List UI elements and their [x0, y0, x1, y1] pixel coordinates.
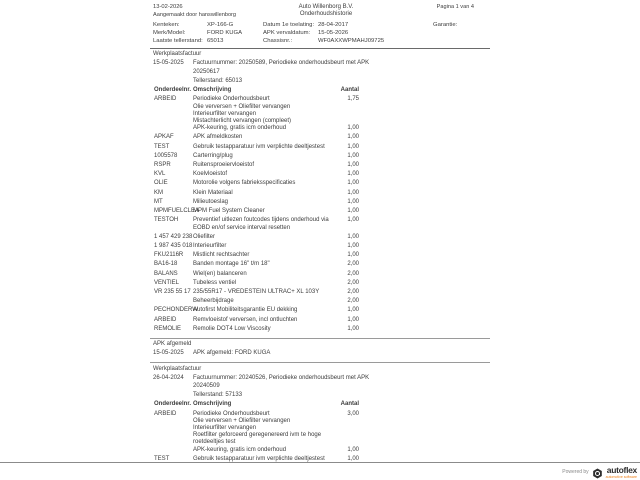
- table-row-line: [150, 317, 490, 324]
- quantity: 1,00: [347, 134, 359, 141]
- report-header: [150, 3, 490, 20]
- vehicle-field-label: Laatste tellerstand:: [153, 38, 203, 45]
- invoice-meta-line: Factuurnummer: 20250589, Periodieke onderhoudsbeurt met APK: [193, 60, 370, 67]
- description: Oliefilter: [193, 233, 216, 240]
- quantity: 3,00: [347, 410, 359, 417]
- vehicle-field-value: XP-166-G: [207, 22, 234, 28]
- table-row: [150, 317, 490, 324]
- vehicle-info: [150, 22, 490, 45]
- description: 235/55R17 - VREDESTEIN ULTRAC+ XL 103Y: [193, 288, 320, 295]
- vehicle-field-label: APK vervaldatum:: [263, 30, 311, 37]
- quantity: 1,00: [347, 125, 359, 132]
- vehicle-field-value: 65013: [207, 38, 224, 45]
- table-row: [150, 217, 490, 231]
- table-row-line: [150, 225, 490, 232]
- part-number: TEST: [154, 143, 170, 150]
- quantity: [339, 439, 359, 446]
- description: Interieurfilter vervangen: [193, 424, 257, 431]
- table-header: [150, 87, 490, 94]
- table-row-line: [150, 439, 490, 446]
- quantity: [339, 432, 359, 439]
- description: Wiel(en) balanceren: [193, 270, 247, 277]
- quantity: [339, 418, 359, 425]
- section-title: Werkplaatsfactuur: [153, 51, 202, 58]
- quantity: 1,00: [347, 233, 359, 240]
- part-number: [154, 425, 193, 432]
- description: Mistachterlicht vervangen (compleet): [193, 118, 292, 125]
- part-number: OLIE: [154, 180, 168, 187]
- table-row-line: [150, 111, 490, 118]
- description: Periodieke Onderhoudsbeurt: [193, 96, 270, 103]
- table-row: [150, 96, 490, 132]
- table-row: [150, 252, 490, 259]
- quantity: [339, 425, 359, 432]
- quantity: 1,00: [347, 180, 359, 187]
- description: Roetfilter geforceerd geregenereerd ivm te hoge: [193, 432, 322, 439]
- report-body: [150, 3, 490, 478]
- table-row-line: [150, 326, 490, 333]
- description: roetdeeltjes test: [193, 439, 236, 446]
- vehicle-field-value: WF0AXXWPMAHJ09725: [318, 38, 385, 45]
- quantity: 1,00: [347, 316, 359, 323]
- invoice-date: 26-04-2024: [153, 374, 184, 381]
- table-row: [150, 208, 490, 215]
- description: Autofirst Mobiliteitsgarantie EU dekking: [193, 307, 298, 314]
- table-row-line: [150, 271, 490, 278]
- part-number: FKU2116R: [154, 252, 184, 259]
- column-header-part: Onderdeelnr.: [154, 87, 192, 94]
- table-row-line: [150, 125, 490, 132]
- table-row-line: [150, 447, 490, 454]
- description: Ruitensproeiervloeistof: [193, 162, 255, 169]
- vehicle-field-label: Chassisnr.:: [263, 38, 293, 45]
- part-number: MPMFUELCLEA: [154, 208, 200, 215]
- table-row: [150, 411, 490, 454]
- description: Olie verversen + Oliefilter vervangen: [193, 103, 291, 110]
- created-block: [153, 4, 236, 18]
- quantity: 2,00: [347, 270, 359, 277]
- table-row: [150, 199, 490, 206]
- description: Mistlicht rechtsachter: [193, 252, 250, 259]
- invoice-meta-line: Tellerstand: 65013: [193, 77, 243, 84]
- vehicle-field-label: Garantie:: [433, 22, 458, 28]
- column-header-description: Omschrijving: [193, 87, 232, 94]
- description: APK afmeldkosten: [193, 134, 243, 141]
- quantity: 1,00: [347, 189, 359, 196]
- table-row-line: [150, 418, 490, 425]
- part-number: BA16-18: [154, 261, 178, 268]
- table-row-line: [150, 144, 490, 151]
- footer-divider: [0, 462, 640, 463]
- description: Klein Materiaal: [193, 189, 233, 196]
- quantity: 1,00: [347, 171, 359, 178]
- table-row-line: [150, 190, 490, 197]
- quantity: [339, 225, 359, 232]
- description: Banden montage 16" t/m 18": [193, 261, 270, 268]
- table-row-line: [150, 307, 490, 314]
- invoice-meta: [150, 375, 490, 401]
- page-indicator: Pagina 1 van 4: [436, 4, 474, 10]
- vehicle-field-value: 15-05-2026: [318, 30, 349, 37]
- table-row-line: [150, 289, 490, 296]
- description: Remolie DOT4 Low Viscosity: [193, 325, 271, 332]
- quantity: [339, 104, 359, 111]
- table-row-line: [150, 118, 490, 125]
- table-row-line: [150, 162, 490, 169]
- part-number: APKAF: [154, 134, 174, 141]
- quantity: 1,00: [347, 325, 359, 332]
- quantity: 1,00: [347, 307, 359, 314]
- part-number: VENTIEL: [154, 279, 180, 286]
- table-row: [150, 271, 490, 278]
- part-number: KM: [154, 189, 163, 196]
- description: MPM Fuel System Cleaner: [193, 208, 265, 215]
- vehicle-field-label: [433, 38, 490, 45]
- description: Carterring/plug: [193, 152, 233, 159]
- part-number: MT: [154, 198, 163, 205]
- part-number: ARBEID: [154, 316, 177, 323]
- part-number: [154, 432, 193, 439]
- vehicle-field-value: FORD KUGA: [207, 30, 243, 37]
- part-number: [154, 298, 193, 305]
- invoice-meta-line: 20250617: [193, 69, 220, 76]
- table-row: [150, 289, 490, 296]
- invoice-meta-line: 20240509: [193, 383, 220, 390]
- table-row-line: [150, 252, 490, 259]
- part-number: VR 235 55 17: [154, 288, 191, 295]
- quantity: 1,00: [347, 242, 359, 249]
- table-row: [150, 234, 490, 241]
- table-row-line: [150, 411, 490, 418]
- quantity: 2,00: [347, 298, 359, 305]
- quantity: 1,00: [347, 162, 359, 169]
- quantity: 1,75: [347, 96, 359, 103]
- section-title: Werkplaatsfactuur: [153, 365, 202, 372]
- table-row: [150, 307, 490, 314]
- description: Milieutoeslag: [193, 198, 229, 205]
- description: Koelvloeistof: [193, 171, 228, 178]
- quantity: [339, 118, 359, 125]
- description: APK-keuring, gratis icm onderhoud: [193, 125, 287, 132]
- part-number: TEST: [154, 455, 170, 462]
- part-number: PECHONDERW: [154, 307, 198, 314]
- part-number: KVL: [154, 171, 166, 178]
- quantity: 1,00: [347, 143, 359, 150]
- table-row-line: [150, 425, 490, 432]
- table-row-line: [150, 432, 490, 439]
- table-row: [150, 326, 490, 333]
- table-row: [150, 298, 490, 305]
- invoice-meta-lines: [193, 60, 369, 86]
- description: Interieurfilter: [193, 242, 227, 249]
- part-number: [154, 125, 193, 132]
- powered-by-block: [0, 465, 640, 479]
- created-date: 13-02-2026: [153, 4, 183, 10]
- description: Remvloeistof verversen, incl ontluchten: [193, 316, 298, 323]
- part-number: REMOLIE: [154, 325, 182, 332]
- vehicle-field-label: Kenteken:: [153, 22, 180, 28]
- company-block: [266, 4, 386, 17]
- table-row-line: [150, 180, 490, 187]
- table-row: [150, 280, 490, 287]
- table-row-line: [150, 243, 490, 250]
- description: Preventief uitlezen foutcodes tijdens onderhoud via: [193, 217, 329, 224]
- quantity: 2,00: [347, 279, 359, 286]
- column-header-part: Onderdeelnr.: [154, 401, 192, 408]
- invoice-date: 15-05-2025: [153, 60, 184, 67]
- brand-tagline: automotive software: [605, 474, 637, 479]
- quantity: 1,00: [347, 446, 359, 453]
- table-row: [150, 261, 490, 268]
- description: Gebruik testapparatuur ivm verplichte deeltjestest: [193, 143, 325, 150]
- description: Tubeless ventiel: [193, 279, 237, 286]
- table-row: [150, 153, 490, 160]
- table-row: [150, 162, 490, 169]
- table-row-line: [150, 208, 490, 215]
- quantity: 1,00: [347, 217, 359, 224]
- invoice-meta-line: Factuurnummer: 20240526, Periodieke onderhoudsbeurt met APK: [193, 374, 370, 381]
- vehicle-field-label: [433, 30, 490, 37]
- table-row: [150, 144, 490, 151]
- part-number: 1 457 429 238: [154, 233, 193, 240]
- part-number: [154, 104, 193, 111]
- table-row-line: [150, 104, 490, 111]
- brand-name: autoflex: [606, 465, 637, 475]
- column-header-quantity: Aantal: [340, 87, 359, 94]
- part-number: [154, 118, 193, 125]
- quantity: 2,00: [347, 261, 359, 268]
- part-number: RSPR: [154, 162, 171, 169]
- table-row: [150, 190, 490, 197]
- table-row-line: [150, 153, 490, 160]
- table-row: [150, 180, 490, 187]
- part-number: [154, 111, 193, 118]
- section-divider: [150, 362, 490, 363]
- table-header: [150, 401, 490, 408]
- quantity: 1,00: [347, 208, 359, 215]
- quantity: 1,00: [347, 252, 359, 259]
- table-row-line: [150, 217, 490, 224]
- part-number: ARBEID: [154, 96, 177, 103]
- vehicle-field-value: 28-04-2017: [318, 22, 349, 28]
- part-number: ARBEID: [154, 410, 177, 417]
- event-text: APK afgemeld: FORD KUGA: [193, 350, 271, 357]
- apk-event-row: [150, 350, 490, 357]
- vehicle-field-label: Merk/Model:: [153, 30, 186, 37]
- description: Interieurfilter vervangen: [193, 110, 257, 117]
- quantity: 1,00: [347, 152, 359, 159]
- invoice-meta-lines: [193, 375, 369, 401]
- invoice-meta: [150, 60, 490, 86]
- table-row-line: [150, 280, 490, 287]
- part-number: [154, 447, 193, 454]
- column-header-quantity: Aantal: [340, 401, 359, 408]
- table-row-line: [150, 261, 490, 268]
- quantity: 2,00: [347, 288, 359, 295]
- quantity: 1,00: [347, 455, 359, 462]
- part-number: TESTOH: [154, 217, 179, 224]
- column-header-description: Omschrijving: [193, 401, 232, 408]
- description: Gebruik testapparatuur ivm verplichte deeltjestest: [193, 455, 325, 462]
- part-number: 1 987 435 018: [154, 242, 193, 249]
- description: Periodieke Onderhoudsbeurt: [193, 410, 270, 417]
- section-divider: [150, 338, 490, 339]
- history-sections: [150, 51, 490, 462]
- table-row-line: [150, 96, 490, 103]
- description: APK-keuring, gratis icm onderhoud: [193, 446, 287, 453]
- created-by: Aangemaakt door hanswillenborg: [153, 11, 237, 18]
- quantity: 1,00: [347, 198, 359, 205]
- part-number: [154, 439, 193, 446]
- footer: [0, 462, 640, 479]
- company-name: Auto Willenborg B.V.: [298, 4, 354, 10]
- description: Motorolie volgens fabrieksspecificaties: [193, 180, 296, 187]
- part-number: [154, 225, 193, 232]
- event-date: 15-05-2025: [153, 350, 184, 357]
- brand-block: [606, 465, 637, 479]
- part-number: [154, 418, 193, 425]
- quantity: [339, 111, 359, 118]
- invoice-meta-line: Tellerstand: 57133: [193, 391, 243, 398]
- document-title: Onderhoudshistorie: [299, 11, 353, 18]
- section-title: APK afgemeld: [153, 341, 192, 348]
- table-row-line: [150, 134, 490, 141]
- description: EOBD en/of service interval resetten: [193, 224, 291, 231]
- table-row-line: [150, 234, 490, 241]
- powered-by-label: Powered by: [562, 468, 589, 475]
- table-row: [150, 134, 490, 141]
- vehicle-field-label: Datum 1e toelating:: [263, 22, 315, 28]
- part-number: BALANS: [154, 270, 178, 277]
- table-row: [150, 243, 490, 250]
- part-number: 1005578: [154, 152, 178, 159]
- table-row: [150, 171, 490, 178]
- table-row-line: [150, 171, 490, 178]
- header-divider: [150, 48, 490, 49]
- description: Olie verversen + Oliefilter vervangen: [193, 417, 291, 424]
- description: Beheerbijdrage: [193, 298, 234, 305]
- autoflex-logo-icon: [592, 466, 603, 480]
- table-row-line: [150, 298, 490, 305]
- table-row-line: [150, 199, 490, 206]
